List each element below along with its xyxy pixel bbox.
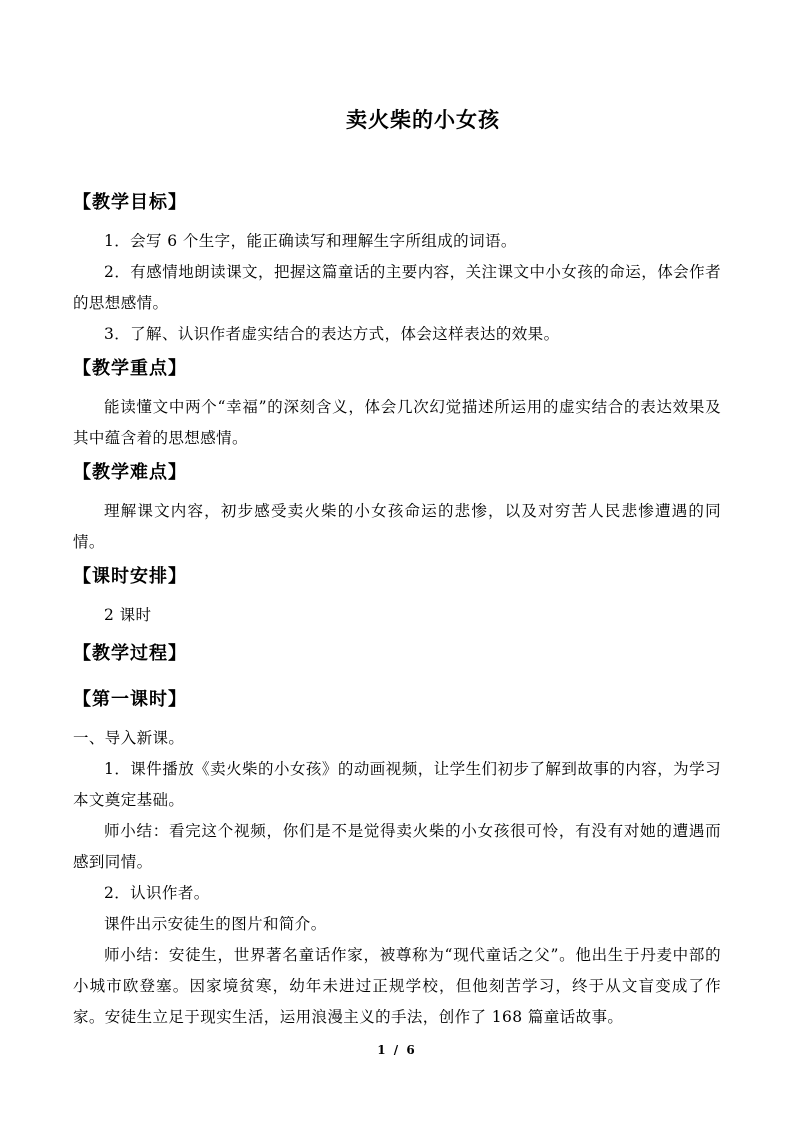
section-heading-first-lesson: 【第一课时】 xyxy=(73,689,187,710)
first-lesson-item-1: 1．课件播放《卖火柴的小女孩》的动画视频，让学生们初步了解到故事的内容，为学习本文奠定基础。 xyxy=(73,760,721,809)
difficulties-text: 理解课文内容，初步感受卖火柴的小女孩命运的悲惨，以及对穷苦人民悲惨遭遇的同情。 xyxy=(73,502,721,551)
section-heading-process: 【教学过程】 xyxy=(73,643,187,664)
document-body xyxy=(73,184,721,1033)
first-lesson-item-2: 2．认识作者。 xyxy=(104,884,210,902)
page-number: 1 / 6 xyxy=(377,1043,417,1057)
goal-item-3: 3．了解、认识作者虚实结合的表达方式，体会这样表达的效果。 xyxy=(104,325,560,343)
first-lesson-summary-2: 师小结：安徒生，世界著名童话作家，被尊称为“现代童话之父”。他出生于丹麦中部的小城市欧登塞。因家境贫寒，幼年未进过正规学校，但他刻苦学习，终于从文盲变成了作家。安徒生立足于现实生活，运用浪漫主义的手法，创作了 168 篇童话故事。 xyxy=(73,946,721,1026)
first-lesson-summary-1: 师小结：看完这个视频，你们是不是觉得卖火柴的小女孩很可怜，有没有对她的遭遇而感到同情。 xyxy=(73,822,721,871)
goal-item-1: 1．会写 6 个生字，能正确读写和理解生字所组成的词语。 xyxy=(104,232,517,250)
section-heading-schedule: 【课时安排】 xyxy=(73,566,187,587)
document-title: 卖火柴的小女孩 xyxy=(346,107,500,132)
goal-item-2: 2．有感情地朗读课文，把握这篇童话的主要内容，关注课文中小女孩的命运，体会作者的思想感情。 xyxy=(73,263,721,312)
schedule-text: 2 课时 xyxy=(104,606,152,624)
first-lesson-item-2-text: 课件出示安徒生的图片和简介。 xyxy=(104,915,327,933)
section-heading-key-points: 【教学重点】 xyxy=(73,358,187,379)
section-heading-goals: 【教学目标】 xyxy=(73,192,187,213)
first-lesson-part-title: 一、导入新课。 xyxy=(73,729,185,747)
key-points-text: 能读懂文中两个“幸福”的深刻含义，体会几次幻觉描述所运用的虚实结合的表达效果及其中蕴含着的思想感情。 xyxy=(73,398,721,447)
section-heading-difficulties: 【教学难点】 xyxy=(73,462,187,483)
